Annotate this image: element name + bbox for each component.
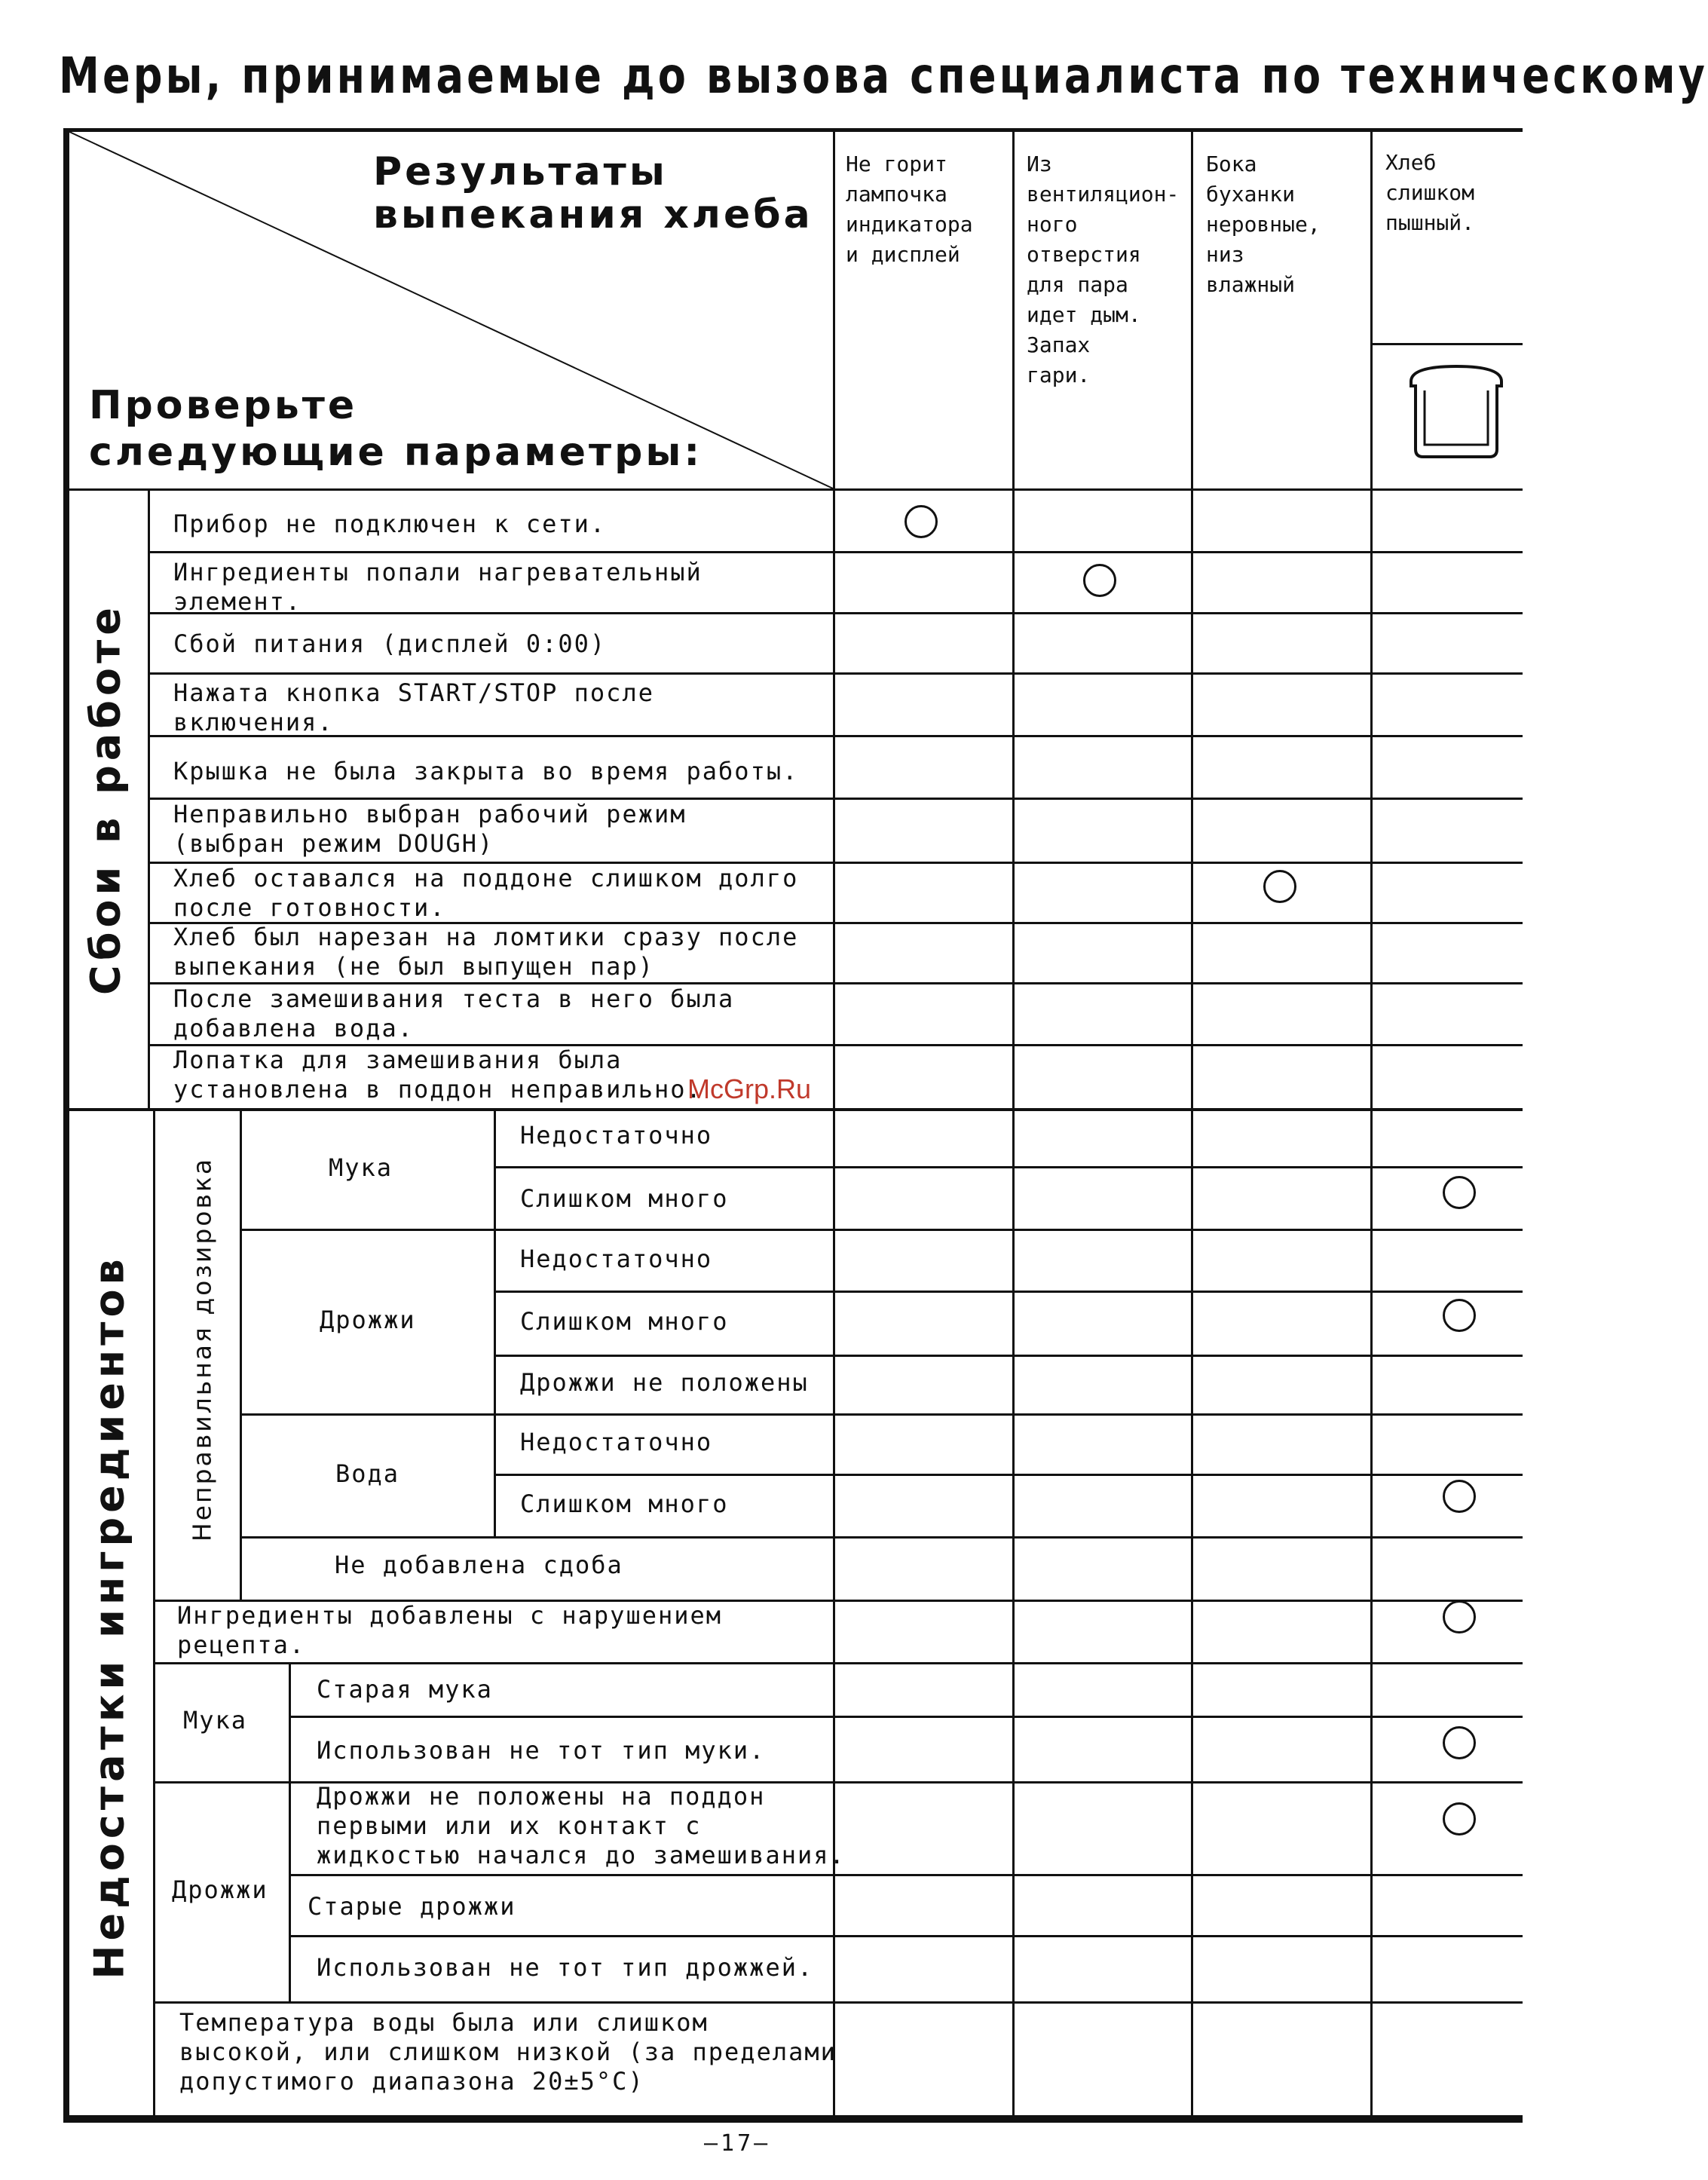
mark-circle <box>1443 1480 1476 1513</box>
bread-pan-icon <box>1403 360 1509 464</box>
row-line <box>240 1536 1523 1539</box>
mark-circle <box>1443 1176 1476 1209</box>
yeast-old: Старые дрожжи <box>308 1892 516 1921</box>
column-header-1: Не горит лампочка индикатора и дисплей <box>846 152 973 267</box>
header-check-line1: Проверьте <box>89 383 358 428</box>
failure-row-7: Хлеб оставался на поддоне слишком долго после готовности. <box>173 864 799 922</box>
failure-row-6: Неправильно выбран рабочий режим (выбран режим DOUGH) <box>173 800 687 858</box>
yeast-too-much: Слишком много <box>520 1307 729 1336</box>
column-header-3: Бока буханки неровные, низ влажный <box>1206 152 1321 297</box>
page-number: –17– <box>704 2130 771 2157</box>
yeast-first: Дрожжи не положены на поддон первыми или их контакт с жидкостью начался до замешивания. <box>317 1782 846 1869</box>
mark-circle <box>1443 1726 1476 1759</box>
header-results-line2: выпекания хлеба <box>373 192 813 237</box>
column-header-4: Хлеб слишком пышный. <box>1385 150 1475 235</box>
col-divider-3 <box>1191 132 1193 2115</box>
dosage-yeast-label: Дрожжи <box>320 1306 416 1334</box>
row-line <box>240 1413 1523 1416</box>
failures-section-divider <box>148 491 150 1109</box>
flour-old: Старая мука <box>317 1675 493 1704</box>
failure-row-8: Хлеб был нарезан на ломтики сразу после выпекания (не был выпущен пар) <box>173 923 799 981</box>
failure-row-1: Прибор не подключен к сети. <box>173 510 607 538</box>
flour-wrong: Использован не тот тип муки. <box>317 1736 766 1765</box>
failure-row-4: Нажата кнопка START/STOP после включения. <box>173 678 654 736</box>
ingredients-section-divider <box>153 1111 155 2115</box>
row-line <box>494 1474 1523 1476</box>
section-divider <box>63 1108 1523 1111</box>
mark-circle <box>1443 1802 1476 1836</box>
temp-row: Температура воды была или слишком высокой, или слишком низкой (за пределами допустимого диапазона 20±5°С) <box>179 2008 837 2096</box>
dosage-label: Неправильная дозировка <box>187 1156 217 1542</box>
page-title: Меры, принимаемые до вызова специалиста по техническому <box>59 47 1708 105</box>
failure-row-2: Ингредиенты попали нагревательный элемент. <box>173 558 702 616</box>
mark-circle <box>1443 1600 1476 1633</box>
row-line <box>494 1355 1523 1357</box>
dosage-flour-label: Мука <box>329 1153 393 1182</box>
mark-circle <box>905 505 938 538</box>
row-line <box>289 1874 1523 1876</box>
row-line <box>148 551 1523 553</box>
failure-row-3: Сбой питания (дисплей 0:00) <box>173 629 607 658</box>
yeast-not-enough: Недостаточно <box>520 1245 713 1273</box>
header-subline <box>1370 343 1523 345</box>
row-line <box>289 1716 1523 1718</box>
failure-row-10: Лопатка для замешивания была установлена в поддон неправильно. <box>173 1046 702 1104</box>
water-not-enough: Недостаточно <box>520 1428 713 1456</box>
mark-circle <box>1443 1299 1476 1332</box>
row-line <box>148 672 1523 675</box>
column-header-2: Из вентиляцион- ного отверстия для пара идет дым. Запах гари. <box>1027 152 1180 387</box>
dosage-water-label: Вода <box>335 1459 400 1488</box>
yeast-missing: Дрожжи не положены <box>520 1368 809 1397</box>
failure-row-5: Крышка не была закрыта во время работы. <box>173 757 799 785</box>
group-divider <box>289 1662 291 2004</box>
flour-too-much: Слишком много <box>520 1184 729 1213</box>
flour-group-label: Мука <box>183 1706 248 1735</box>
row-line <box>289 1935 1523 1937</box>
col-divider-2 <box>1012 132 1015 2115</box>
table-border-bottom <box>63 2115 1523 2123</box>
row-line <box>153 2001 1523 2004</box>
flour-not-enough: Недостаточно <box>520 1121 713 1150</box>
header-check-line2: следующие параметры: <box>89 430 703 475</box>
water-too-much: Слишком много <box>520 1490 729 1518</box>
mark-circle <box>1263 870 1296 903</box>
row-line <box>494 1291 1523 1293</box>
row-line <box>240 1229 1523 1231</box>
mark-circle <box>1083 564 1116 597</box>
dosage-divider <box>240 1111 242 1601</box>
section-ingredients-label: Недостатки ингредиентов <box>85 1254 133 1979</box>
yeast-group-label: Дрожжи <box>172 1875 268 1904</box>
watermark: McGrp.Ru <box>687 1073 812 1104</box>
col-divider-4 <box>1370 132 1373 2115</box>
header-results-line1: Результаты <box>373 149 668 194</box>
yeast-wrong: Использован не тот тип дрожжей. <box>317 1953 814 1982</box>
row-line <box>494 1166 1523 1168</box>
no-sweet: Не добавлена сдоба <box>335 1551 623 1579</box>
section-failures-label: Сбои в работе <box>81 603 130 995</box>
recipe-row: Ингредиенты добавлены с нарушением рецепта. <box>177 1601 723 1659</box>
failure-row-9: После замешивания теста в него была добавлена вода. <box>173 984 735 1043</box>
row-line <box>153 1662 1523 1664</box>
